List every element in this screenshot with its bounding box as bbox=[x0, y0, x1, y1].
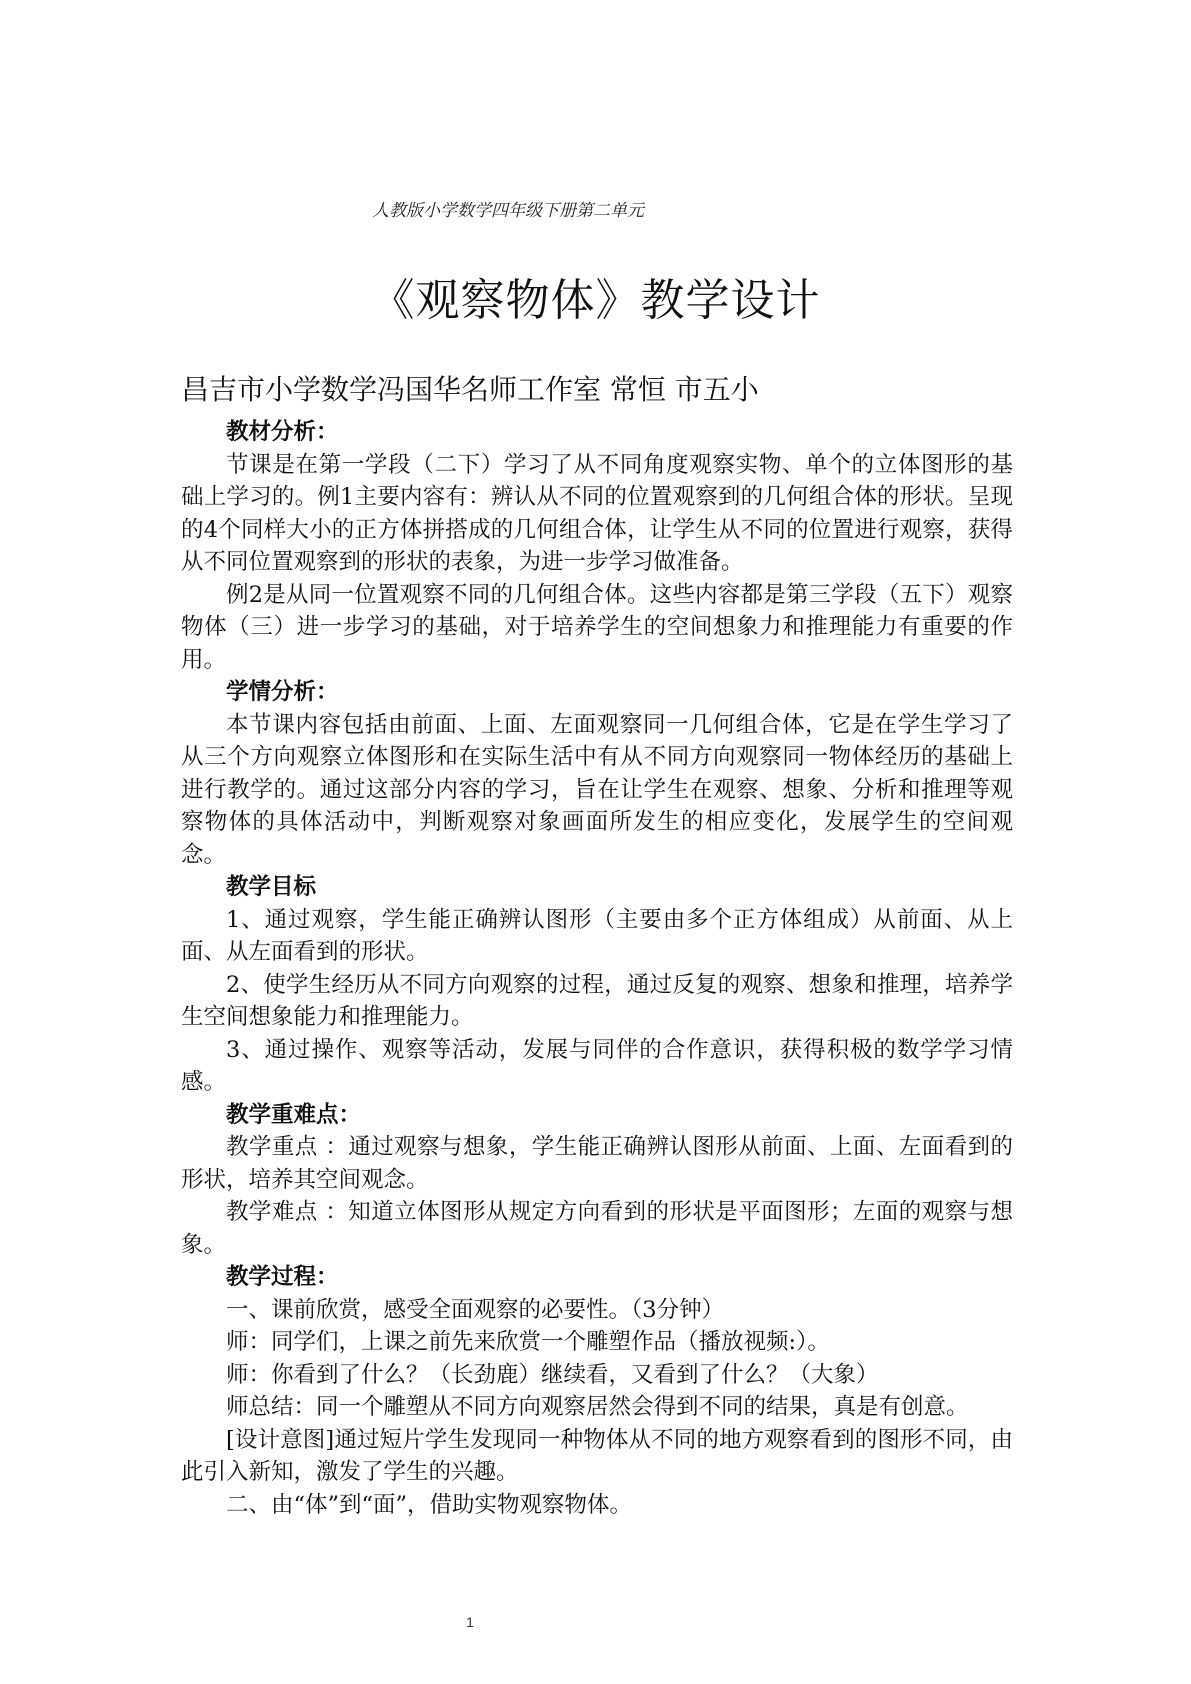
paragraph: 本节课内容包括由前面、上面、左面观察同一几何组合体，它是在学生学习了从三个方向观察立体图形和在实际生活中有从不同方向观察同一物体经历的基础上进行教学的。通过这部分内容的学习，旨在让学生在观察、想象、分析和推理等观察物体的具体活动中，判断观察对象画面所发生的相应变化，发展学生的空间观念。 bbox=[181, 711, 1013, 868]
document-body bbox=[181, 416, 1013, 1521]
paragraph: 二、由“体”到“面”，借助实物观察物体。 bbox=[226, 1491, 633, 1518]
paragraph: 师：同学们，上课之前先来欣赏一个雕塑作品（播放视频:）。 bbox=[226, 1329, 830, 1355]
section-heading-student-analysis: 学情分析： bbox=[226, 679, 339, 705]
section-heading-teaching-goals: 教学目标 bbox=[226, 874, 317, 900]
paragraph: 教学难点 ：知道立体图形从规定方向看到的形状是平面图形；左面的观察与想象。 bbox=[181, 1199, 1013, 1258]
document-title: 《观察物体》教学设计 bbox=[370, 275, 821, 326]
section-heading-key-points: 教学重难点： bbox=[226, 1101, 362, 1128]
paragraph: 例2是从同一位置观察不同的几何组合体。这些内容都是第三学段（五下）观察物体（三）进一步学习的基础，对于培养学生的空间想象力和推理能力有重要的作用。 bbox=[181, 581, 1013, 673]
paragraph: 3、通过操作、观察等活动，发展与同伴的合作意识，获得积极的数学学习情感。 bbox=[181, 1036, 1013, 1095]
paragraph: 一、课前欣赏，感受全面观察的必要性。（3分钟） bbox=[226, 1296, 725, 1323]
paragraph: 节课是在第一学段（二下）学习了从不同角度观察实物、单个的立体图形的基础上学习的。例1主要内容有：辨认从不同的位置观察到的几何组合体的形状。呈现的4个同样大小的正方体拼搭成的几何组合体，让学生从不同的位置进行观察，获得从不同位置观察到的形状的表象，为进一步学习做准备。 bbox=[181, 451, 1013, 575]
paragraph: 师总结：同一个雕塑从不同方向观察居然会得到不同的结果，真是有创意。 bbox=[226, 1394, 969, 1420]
section-heading-teaching-process: 教学过程： bbox=[226, 1264, 339, 1290]
paragraph: 师：你看到了什么？（长劲鹿）继续看，又看到了什么？（大象） bbox=[226, 1361, 879, 1388]
page-number: 1 bbox=[466, 1614, 474, 1630]
section-heading-material-analysis: 教材分析： bbox=[226, 419, 339, 445]
author-line: 昌吉市小学数学冯国华名师工作室 常恒 市五小 bbox=[181, 373, 759, 406]
paragraph: 2、使学生经历从不同方向观察的过程，通过反复的观察、想象和推理，培养学生空间想象能力和推理能力。 bbox=[181, 971, 1013, 1030]
paragraph: 1、通过观察，学生能正确辨认图形（主要由多个正方体组成）从前面、从上面、从左面看到的形状。 bbox=[181, 906, 1013, 965]
document-subtitle: 人教版小学数学四年级下册第二单元 bbox=[372, 201, 644, 221]
paragraph: 教学重点 ：通过观察与想象，学生能正确辨认图形从前面、上面、左面看到的形状，培养其空间观念。 bbox=[181, 1134, 1013, 1193]
paragraph: [设计意图]通过短片学生发现同一种物体从不同的地方观察看到的图形不同，由此引入新知，激发了学生的兴趣。 bbox=[181, 1426, 1013, 1485]
